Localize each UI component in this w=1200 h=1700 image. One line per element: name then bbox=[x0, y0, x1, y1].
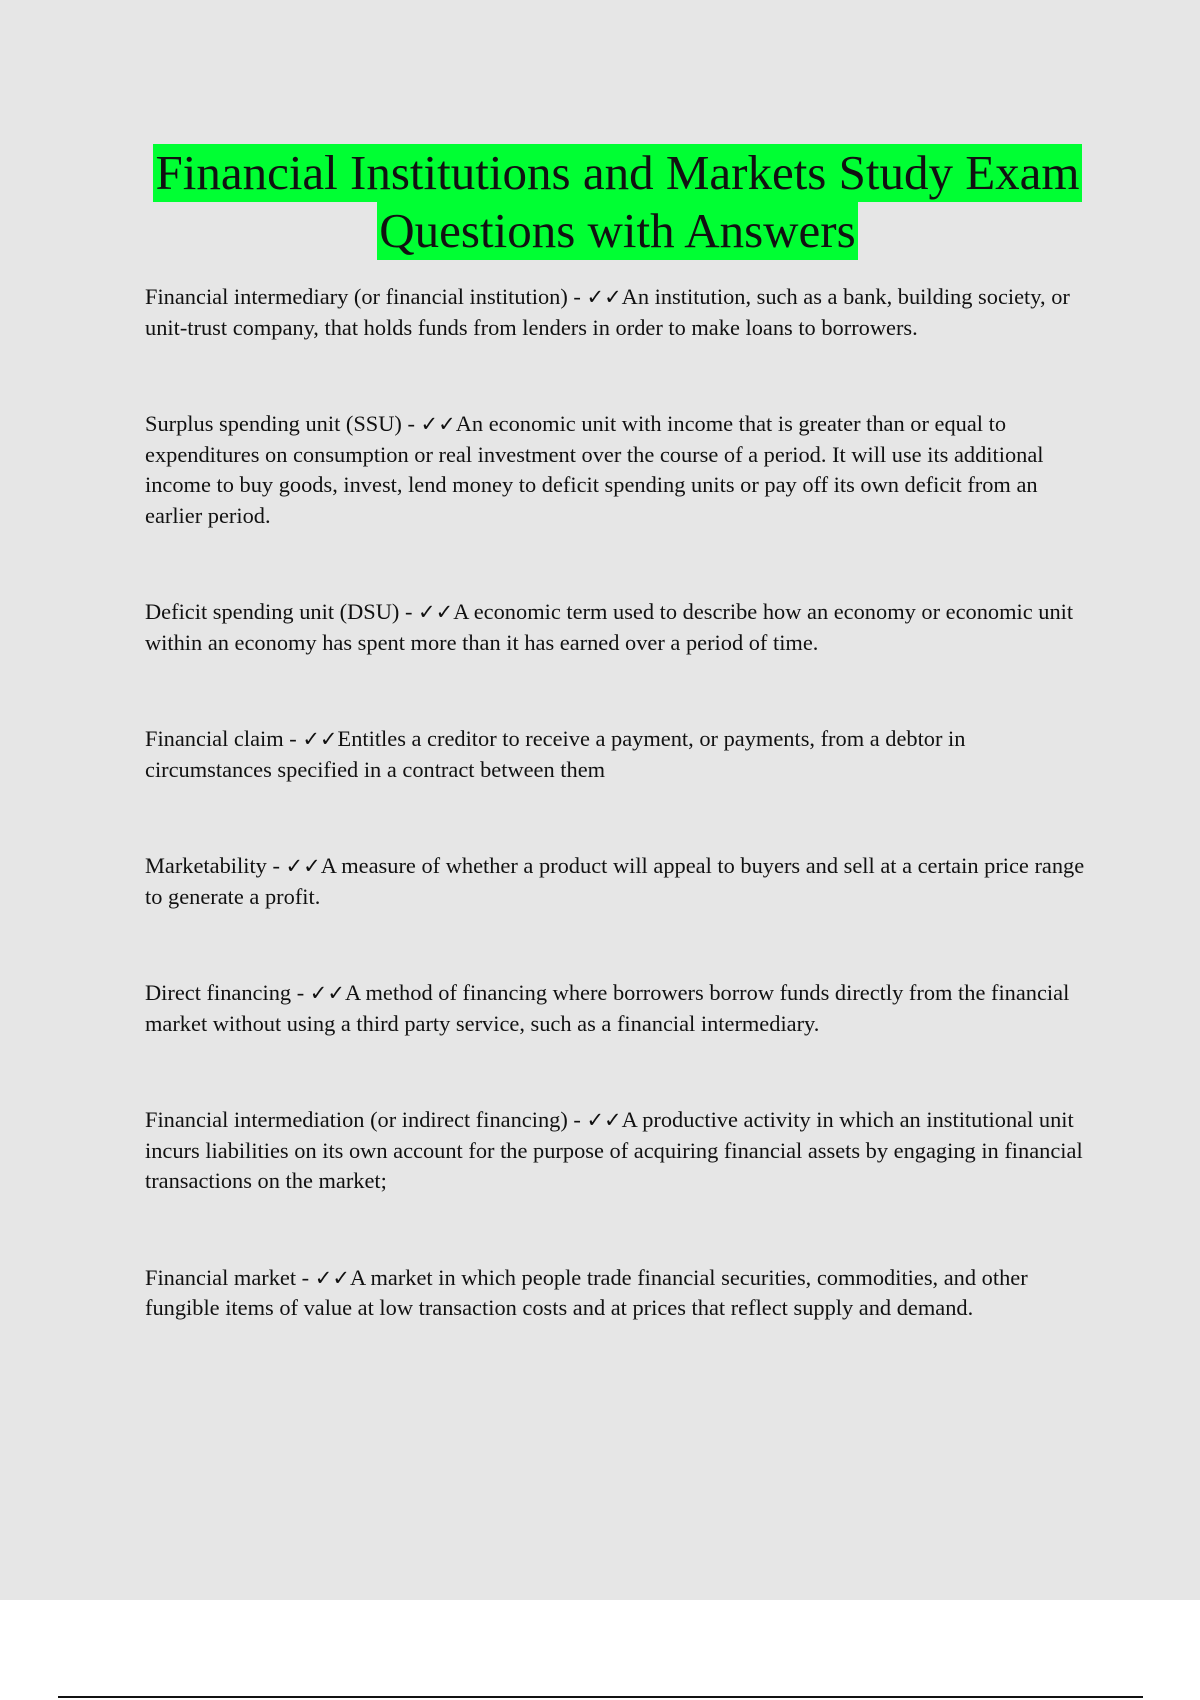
footer-divider bbox=[58, 1696, 1143, 1698]
entry-term: Financial claim - bbox=[145, 726, 303, 751]
definition-entry bbox=[145, 1263, 1095, 1324]
definition-entry bbox=[145, 724, 1095, 785]
entry-definition: An economic unit with income that is greater than or equal to expenditures on consumption or real investment over the course of a period. It will use its additional income to buy goods, invest, lend money to deficit spending units or pay off its own deficit from an earlier period. bbox=[145, 411, 1044, 528]
entry-definition: Entitles a creditor to receive a payment, or payments, from a debtor in circumstances specified in a contract between them bbox=[145, 726, 966, 782]
definition-entry bbox=[145, 409, 1095, 531]
document-title bbox=[80, 144, 1155, 260]
checkmark-icon: ✓✓ bbox=[586, 1108, 622, 1132]
definition-entry bbox=[145, 282, 1095, 343]
checkmark-icon: ✓✓ bbox=[586, 285, 622, 309]
title-line-1: Financial Institutions and Markets Study Exam bbox=[155, 145, 1080, 200]
definition-entry bbox=[145, 597, 1095, 658]
definition-list bbox=[145, 282, 1095, 1324]
entry-term: Surplus spending unit (SSU) - bbox=[145, 411, 421, 436]
entry-definition: A market in which people trade financial securities, commodities, and other fungible items of value at low transaction costs and at prices that reflect supply and demand. bbox=[145, 1264, 1028, 1320]
checkmark-icon: ✓✓ bbox=[418, 600, 454, 624]
checkmark-icon: ✓✓ bbox=[309, 981, 345, 1005]
checkmark-icon: ✓✓ bbox=[285, 854, 321, 878]
entry-term: Financial intermediary (or financial institution) - bbox=[145, 284, 587, 309]
entry-term: Direct financing - bbox=[145, 980, 310, 1005]
definition-entry bbox=[145, 1105, 1095, 1197]
entry-definition: A productive activity in which an institutional unit incurs liabilities on its own account for the purpose of acquiring financial assets by engaging in financial transactions on the market; bbox=[145, 1107, 1083, 1193]
entry-definition: An institution, such as a bank, building society, or unit-trust company, that holds funds from lenders in order to make loans to borrowers. bbox=[145, 284, 1070, 340]
definition-entry bbox=[145, 978, 1095, 1039]
definition-entry bbox=[145, 851, 1095, 912]
entry-definition: A economic term used to describe how an economy or economic unit within an economy has spent more than it has earned over a period of time. bbox=[145, 599, 1074, 655]
entry-term: Marketability - bbox=[145, 853, 286, 878]
title-line-2: Questions with Answers bbox=[379, 203, 856, 258]
checkmark-icon: ✓✓ bbox=[314, 1265, 350, 1290]
entry-definition: A method of financing where borrowers borrow funds directly from the financial market without using a third party service, such as a financial intermediary. bbox=[145, 980, 1070, 1036]
checkmark-icon: ✓✓ bbox=[420, 412, 456, 436]
entry-term: Financial intermediation (or indirect financing) - bbox=[145, 1107, 587, 1132]
checkmark-icon: ✓✓ bbox=[302, 727, 338, 751]
entry-term: Financial market - bbox=[145, 1264, 315, 1290]
entry-definition: A measure of whether a product will appeal to buyers and sell at a certain price range to generate a profit. bbox=[145, 853, 1085, 909]
entry-term: Deficit spending unit (DSU) - bbox=[145, 599, 418, 624]
